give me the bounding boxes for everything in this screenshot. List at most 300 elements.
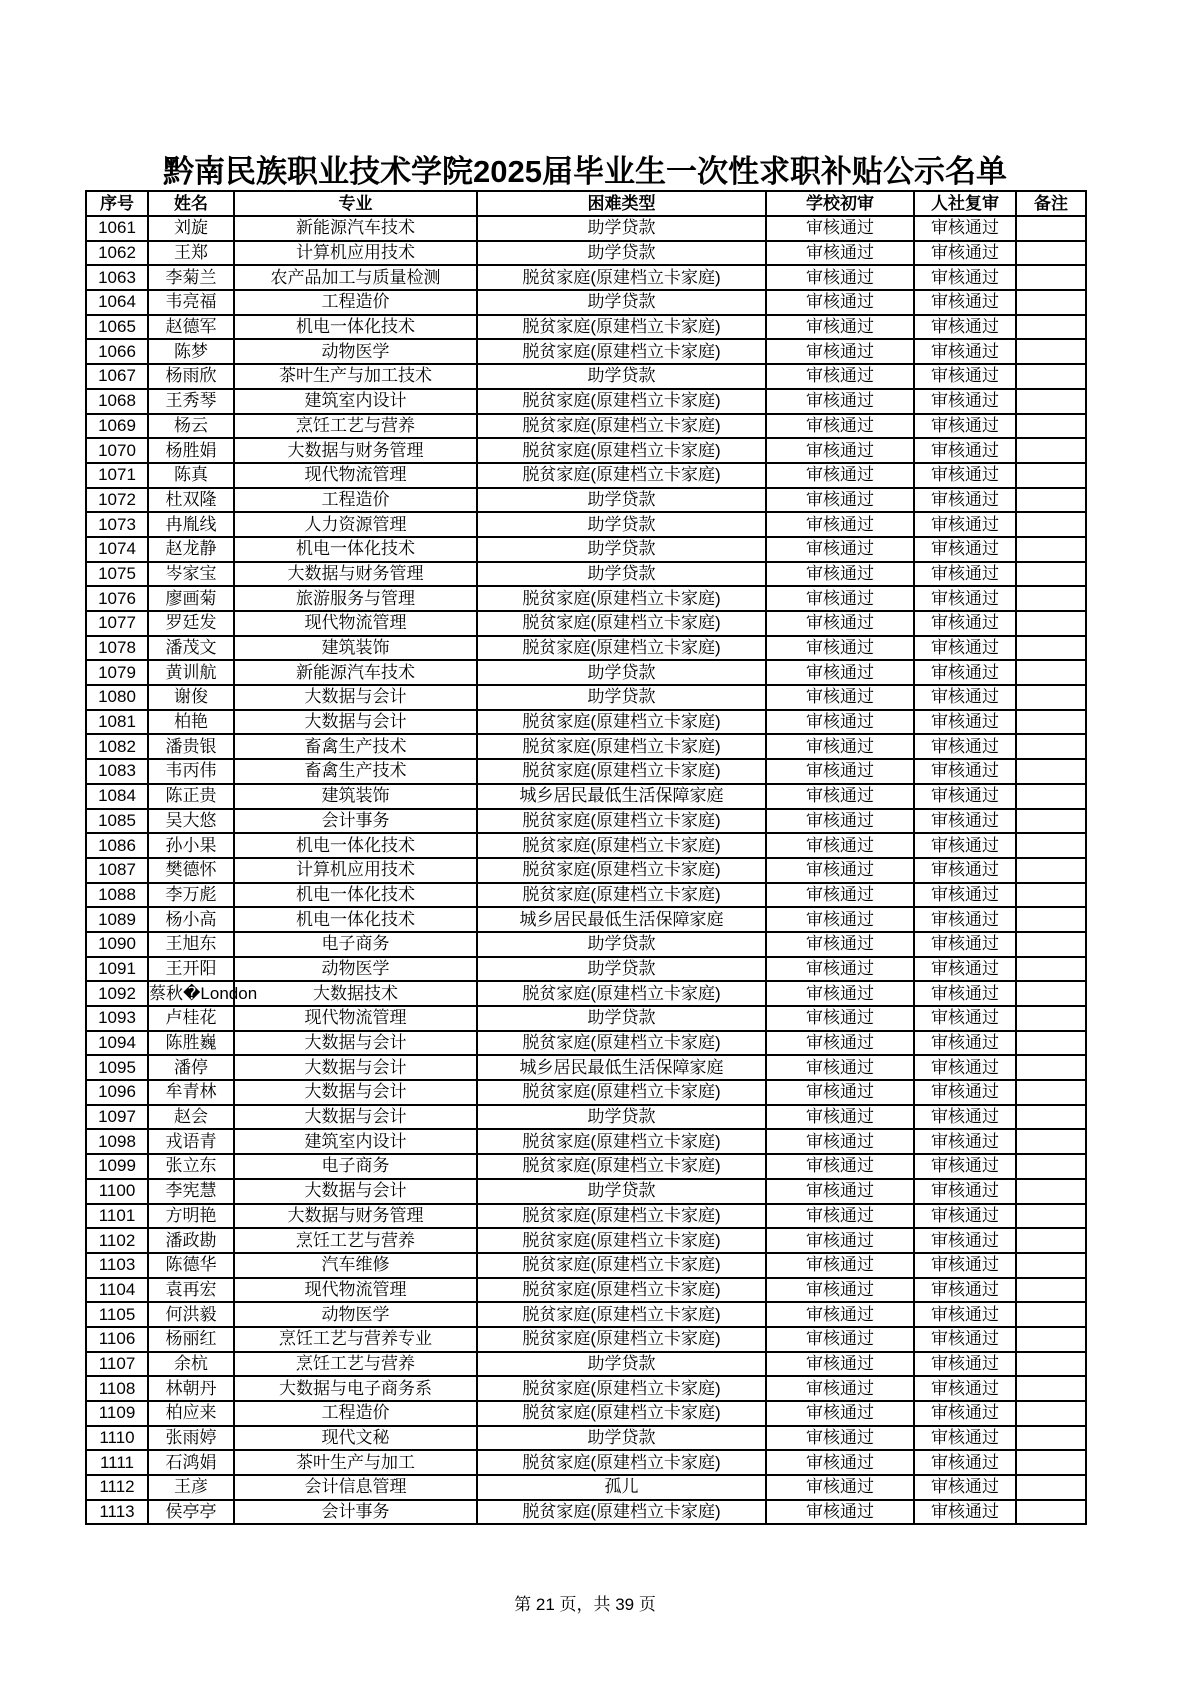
cell-major: 大数据与会计: [234, 685, 477, 710]
cell-index: 1062: [86, 241, 148, 266]
cell-major: 动物医学: [234, 339, 477, 364]
cell-school-review: 审核通过: [766, 1055, 914, 1080]
cell-hr-review: 审核通过: [914, 710, 1016, 735]
cell-school-review: 审核通过: [766, 1253, 914, 1278]
cell-school-review: 审核通过: [766, 463, 914, 488]
cell-remarks: [1016, 611, 1086, 636]
cell-major: 动物医学: [234, 957, 477, 982]
cell-major: 新能源汽车技术: [234, 216, 477, 241]
cell-school-review: 审核通过: [766, 1204, 914, 1229]
cell-major: 计算机应用技术: [234, 241, 477, 266]
cell-index: 1082: [86, 734, 148, 759]
cell-name: 李宪慧: [148, 1179, 234, 1204]
table-row: [86, 586, 1086, 611]
cell-school-review: 审核通过: [766, 1179, 914, 1204]
cell-major: 大数据与会计: [234, 1105, 477, 1130]
cell-index: 1108: [86, 1376, 148, 1401]
cell-index: 1110: [86, 1426, 148, 1451]
cell-school-review: 审核通过: [766, 586, 914, 611]
cell-name: 谢俊: [148, 685, 234, 710]
table-row: [86, 537, 1086, 562]
cell-name: 王旭东: [148, 932, 234, 957]
cell-name: 吴大悠: [148, 809, 234, 834]
cell-name: 杨云: [148, 414, 234, 439]
cell-major: 计算机应用技术: [234, 858, 477, 883]
cell-remarks: [1016, 389, 1086, 414]
table-row: [86, 1376, 1086, 1401]
cell-school-review: 审核通过: [766, 636, 914, 661]
cell-remarks: [1016, 339, 1086, 364]
cell-name: 杨丽红: [148, 1327, 234, 1352]
cell-school-review: 审核通过: [766, 389, 914, 414]
cell-index: 1102: [86, 1228, 148, 1253]
cell-major: 现代物流管理: [234, 463, 477, 488]
cell-hr-review: 审核通过: [914, 932, 1016, 957]
cell-hardship-type: 脱贫家庭(原建档立卡家庭): [477, 389, 766, 414]
cell-remarks: [1016, 660, 1086, 685]
table-row: [86, 1154, 1086, 1179]
cell-remarks: [1016, 784, 1086, 809]
document-title: 黔南民族职业技术学院2025届毕业生一次性求职补贴公示名单: [163, 154, 1007, 189]
cell-remarks: [1016, 463, 1086, 488]
cell-remarks: [1016, 957, 1086, 982]
cell-major: 建筑装饰: [234, 636, 477, 661]
cell-school-review: 审核通过: [766, 1031, 914, 1056]
cell-index: 1089: [86, 907, 148, 932]
table-row: [86, 1450, 1086, 1475]
table-row: [86, 784, 1086, 809]
cell-remarks: [1016, 1129, 1086, 1154]
table-row: [86, 981, 1086, 1006]
cell-school-review: 审核通过: [766, 883, 914, 908]
cell-major: 机电一体化技术: [234, 537, 477, 562]
cell-hr-review: 审核通过: [914, 512, 1016, 537]
cell-hr-review: 审核通过: [914, 1401, 1016, 1426]
cell-school-review: 审核通过: [766, 364, 914, 389]
cell-school-review: 审核通过: [766, 241, 914, 266]
cell-remarks: [1016, 710, 1086, 735]
cell-school-review: 审核通过: [766, 1475, 914, 1500]
table-row: [86, 265, 1086, 290]
cell-school-review: 审核通过: [766, 833, 914, 858]
cell-hr-review: 审核通过: [914, 1376, 1016, 1401]
cell-index: 1111: [86, 1450, 148, 1475]
cell-remarks: [1016, 1426, 1086, 1451]
cell-hardship-type: 脱贫家庭(原建档立卡家庭): [477, 734, 766, 759]
cell-index: 1105: [86, 1302, 148, 1327]
cell-school-review: 审核通过: [766, 512, 914, 537]
cell-hr-review: 审核通过: [914, 1055, 1016, 1080]
cell-major: 人力资源管理: [234, 512, 477, 537]
cell-school-review: 审核通过: [766, 414, 914, 439]
table-row: [86, 1253, 1086, 1278]
cell-index: 1073: [86, 512, 148, 537]
cell-hr-review: 审核通过: [914, 1031, 1016, 1056]
table-row: [86, 1055, 1086, 1080]
cell-major: 茶叶生产与加工: [234, 1450, 477, 1475]
cell-name: 张立东: [148, 1154, 234, 1179]
cell-hr-review: 审核通过: [914, 1278, 1016, 1303]
table-row: [86, 611, 1086, 636]
table-row: [86, 636, 1086, 661]
cell-remarks: [1016, 488, 1086, 513]
cell-hr-review: 审核通过: [914, 660, 1016, 685]
cell-school-review: 审核通过: [766, 858, 914, 883]
table-row: [86, 438, 1086, 463]
cell-index: 1098: [86, 1129, 148, 1154]
cell-hardship-type: 助学贷款: [477, 685, 766, 710]
cell-remarks: [1016, 512, 1086, 537]
cell-school-review: 审核通过: [766, 809, 914, 834]
cell-hardship-type: 助学贷款: [477, 364, 766, 389]
cell-school-review: 审核通过: [766, 1129, 914, 1154]
cell-major: 建筑室内设计: [234, 389, 477, 414]
cell-name: 陈真: [148, 463, 234, 488]
cell-name: 陈德华: [148, 1253, 234, 1278]
cell-major: 畜禽生产技术: [234, 734, 477, 759]
cell-major: 工程造价: [234, 488, 477, 513]
cell-hr-review: 审核通过: [914, 1475, 1016, 1500]
header-hardship-type: 困难类型: [477, 191, 766, 216]
table-row: [86, 710, 1086, 735]
cell-hardship-type: 助学贷款: [477, 660, 766, 685]
cell-index: 1113: [86, 1500, 148, 1525]
cell-remarks: [1016, 414, 1086, 439]
cell-name: 潘停: [148, 1055, 234, 1080]
cell-name: 柏艳: [148, 710, 234, 735]
cell-index: 1103: [86, 1253, 148, 1278]
table-row: [86, 1426, 1086, 1451]
cell-hr-review: 审核通过: [914, 1105, 1016, 1130]
table-row: [86, 1500, 1086, 1525]
cell-index: 1100: [86, 1179, 148, 1204]
cell-major: 机电一体化技术: [234, 883, 477, 908]
cell-name: 林朝丹: [148, 1376, 234, 1401]
cell-index: 1081: [86, 710, 148, 735]
cell-major: 会计信息管理: [234, 1475, 477, 1500]
cell-index: 1095: [86, 1055, 148, 1080]
cell-remarks: [1016, 1080, 1086, 1105]
cell-hardship-type: 助学贷款: [477, 562, 766, 587]
cell-remarks: [1016, 537, 1086, 562]
cell-remarks: [1016, 1376, 1086, 1401]
table-row: [86, 512, 1086, 537]
cell-hardship-type: 助学贷款: [477, 1105, 766, 1130]
table-row: [86, 414, 1086, 439]
cell-hardship-type: 助学贷款: [477, 216, 766, 241]
cell-hardship-type: 助学贷款: [477, 1426, 766, 1451]
cell-school-review: 审核通过: [766, 1302, 914, 1327]
cell-hardship-type: 脱贫家庭(原建档立卡家庭): [477, 710, 766, 735]
cell-index: 1067: [86, 364, 148, 389]
cell-name: 方明艳: [148, 1204, 234, 1229]
cell-remarks: [1016, 1253, 1086, 1278]
cell-hr-review: 审核通过: [914, 1080, 1016, 1105]
cell-major: 大数据与财务管理: [234, 438, 477, 463]
cell-remarks: [1016, 1500, 1086, 1525]
cell-remarks: [1016, 1302, 1086, 1327]
cell-school-review: 审核通过: [766, 1450, 914, 1475]
subsidy-list-table: [85, 190, 1087, 1525]
cell-index: 1104: [86, 1278, 148, 1303]
cell-name: 杨胜娟: [148, 438, 234, 463]
cell-name: 樊德怀: [148, 858, 234, 883]
cell-major: 建筑装饰: [234, 784, 477, 809]
table-row: [86, 932, 1086, 957]
cell-name: 杨雨欣: [148, 364, 234, 389]
table-row: [86, 290, 1086, 315]
cell-remarks: [1016, 216, 1086, 241]
cell-school-review: 审核通过: [766, 759, 914, 784]
table-row: [86, 1401, 1086, 1426]
cell-remarks: [1016, 1475, 1086, 1500]
cell-school-review: 审核通过: [766, 537, 914, 562]
cell-school-review: 审核通过: [766, 1352, 914, 1377]
table-row: [86, 1006, 1086, 1031]
cell-index: 1091: [86, 957, 148, 982]
cell-hr-review: 审核通过: [914, 1302, 1016, 1327]
cell-school-review: 审核通过: [766, 1105, 914, 1130]
cell-index: 1085: [86, 809, 148, 834]
table-row: [86, 809, 1086, 834]
cell-hr-review: 审核通过: [914, 562, 1016, 587]
cell-hr-review: 审核通过: [914, 1450, 1016, 1475]
cell-name: 黄训航: [148, 660, 234, 685]
cell-name: 赵会: [148, 1105, 234, 1130]
cell-school-review: 审核通过: [766, 1401, 914, 1426]
cell-index: 1096: [86, 1080, 148, 1105]
cell-hardship-type: 助学贷款: [477, 241, 766, 266]
cell-name: 潘贵银: [148, 734, 234, 759]
cell-major: 大数据与财务管理: [234, 1204, 477, 1229]
cell-index: 1071: [86, 463, 148, 488]
table-row: [86, 1031, 1086, 1056]
cell-major: 现代物流管理: [234, 1278, 477, 1303]
cell-major: 大数据与会计: [234, 1031, 477, 1056]
cell-hr-review: 审核通过: [914, 981, 1016, 1006]
cell-hr-review: 审核通过: [914, 1129, 1016, 1154]
cell-school-review: 审核通过: [766, 1080, 914, 1105]
header-index: 序号: [86, 191, 148, 216]
cell-name: 蔡秋�London: [148, 981, 234, 1006]
cell-hardship-type: 脱贫家庭(原建档立卡家庭): [477, 1031, 766, 1056]
cell-hardship-type: 脱贫家庭(原建档立卡家庭): [477, 883, 766, 908]
cell-hardship-type: 脱贫家庭(原建档立卡家庭): [477, 1327, 766, 1352]
cell-school-review: 审核通过: [766, 660, 914, 685]
cell-index: 1112: [86, 1475, 148, 1500]
table-row: [86, 1302, 1086, 1327]
cell-remarks: [1016, 981, 1086, 1006]
table-row: [86, 858, 1086, 883]
cell-remarks: [1016, 809, 1086, 834]
cell-index: 1069: [86, 414, 148, 439]
cell-school-review: 审核通过: [766, 1376, 914, 1401]
table-row: [86, 833, 1086, 858]
cell-hr-review: 审核通过: [914, 858, 1016, 883]
cell-hardship-type: 孤儿: [477, 1475, 766, 1500]
cell-major: 会计事务: [234, 809, 477, 834]
cell-index: 1087: [86, 858, 148, 883]
cell-hardship-type: 脱贫家庭(原建档立卡家庭): [477, 414, 766, 439]
cell-remarks: [1016, 759, 1086, 784]
cell-major: 烹饪工艺与营养: [234, 1352, 477, 1377]
table-row: [86, 660, 1086, 685]
cell-remarks: [1016, 1055, 1086, 1080]
cell-name: 王彦: [148, 1475, 234, 1500]
cell-hr-review: 审核通过: [914, 241, 1016, 266]
cell-name: 李万彪: [148, 883, 234, 908]
cell-major: 机电一体化技术: [234, 907, 477, 932]
cell-hardship-type: 脱贫家庭(原建档立卡家庭): [477, 1080, 766, 1105]
cell-school-review: 审核通过: [766, 1327, 914, 1352]
cell-hr-review: 审核通过: [914, 1426, 1016, 1451]
cell-name: 廖画菊: [148, 586, 234, 611]
cell-hardship-type: 脱贫家庭(原建档立卡家庭): [477, 858, 766, 883]
cell-hardship-type: 脱贫家庭(原建档立卡家庭): [477, 1278, 766, 1303]
cell-major: 新能源汽车技术: [234, 660, 477, 685]
cell-major: 大数据与会计: [234, 1179, 477, 1204]
cell-name: 罗廷发: [148, 611, 234, 636]
cell-remarks: [1016, 1154, 1086, 1179]
cell-remarks: [1016, 1204, 1086, 1229]
cell-school-review: 审核通过: [766, 784, 914, 809]
cell-index: 1080: [86, 685, 148, 710]
cell-name: 韦丙伟: [148, 759, 234, 784]
cell-name: 余杭: [148, 1352, 234, 1377]
cell-hardship-type: 助学贷款: [477, 488, 766, 513]
table-row: [86, 759, 1086, 784]
cell-hardship-type: 助学贷款: [477, 957, 766, 982]
cell-major: 现代物流管理: [234, 611, 477, 636]
cell-major: 茶叶生产与加工技术: [234, 364, 477, 389]
cell-name: 杨小高: [148, 907, 234, 932]
cell-remarks: [1016, 1105, 1086, 1130]
table-row: [86, 339, 1086, 364]
cell-name: 陈正贵: [148, 784, 234, 809]
cell-remarks: [1016, 315, 1086, 340]
cell-name: 柏应来: [148, 1401, 234, 1426]
table-row: [86, 957, 1086, 982]
cell-index: 1090: [86, 932, 148, 957]
cell-remarks: [1016, 586, 1086, 611]
cell-remarks: [1016, 1006, 1086, 1031]
cell-major: 大数据技术: [234, 981, 477, 1006]
cell-remarks: [1016, 883, 1086, 908]
cell-hr-review: 审核通过: [914, 586, 1016, 611]
cell-major: 工程造价: [234, 1401, 477, 1426]
cell-hr-review: 审核通过: [914, 734, 1016, 759]
cell-hr-review: 审核通过: [914, 883, 1016, 908]
cell-remarks: [1016, 1401, 1086, 1426]
table-row: [86, 315, 1086, 340]
cell-hr-review: 审核通过: [914, 1327, 1016, 1352]
cell-school-review: 审核通过: [766, 1426, 914, 1451]
cell-school-review: 审核通过: [766, 265, 914, 290]
cell-index: 1065: [86, 315, 148, 340]
cell-major: 现代文秘: [234, 1426, 477, 1451]
cell-remarks: [1016, 1352, 1086, 1377]
cell-major: 旅游服务与管理: [234, 586, 477, 611]
cell-name: 李菊兰: [148, 265, 234, 290]
cell-hardship-type: 助学贷款: [477, 1179, 766, 1204]
cell-hr-review: 审核通过: [914, 339, 1016, 364]
table-row: [86, 1278, 1086, 1303]
cell-school-review: 审核通过: [766, 339, 914, 364]
cell-remarks: [1016, 932, 1086, 957]
cell-index: 1093: [86, 1006, 148, 1031]
header-major: 专业: [234, 191, 477, 216]
table-row: [86, 1228, 1086, 1253]
cell-index: 1064: [86, 290, 148, 315]
cell-remarks: [1016, 734, 1086, 759]
table-row: [86, 389, 1086, 414]
table-row: [86, 1179, 1086, 1204]
cell-index: 1083: [86, 759, 148, 784]
cell-index: 1076: [86, 586, 148, 611]
cell-remarks: [1016, 1278, 1086, 1303]
cell-index: 1070: [86, 438, 148, 463]
cell-name: 赵德军: [148, 315, 234, 340]
table-row: [86, 1327, 1086, 1352]
cell-major: 大数据与会计: [234, 1055, 477, 1080]
cell-major: 电子商务: [234, 1154, 477, 1179]
cell-hardship-type: 助学贷款: [477, 290, 766, 315]
cell-name: 王郑: [148, 241, 234, 266]
cell-remarks: [1016, 1450, 1086, 1475]
cell-hr-review: 审核通过: [914, 463, 1016, 488]
cell-hr-review: 审核通过: [914, 1352, 1016, 1377]
cell-hr-review: 审核通过: [914, 759, 1016, 784]
cell-school-review: 审核通过: [766, 315, 914, 340]
cell-remarks: [1016, 907, 1086, 932]
cell-hr-review: 审核通过: [914, 907, 1016, 932]
cell-hr-review: 审核通过: [914, 611, 1016, 636]
table-row: [86, 1105, 1086, 1130]
cell-school-review: 审核通过: [766, 685, 914, 710]
cell-hardship-type: 脱贫家庭(原建档立卡家庭): [477, 1302, 766, 1327]
cell-major: 大数据与财务管理: [234, 562, 477, 587]
cell-hr-review: 审核通过: [914, 389, 1016, 414]
cell-hardship-type: 助学贷款: [477, 512, 766, 537]
cell-hr-review: 审核通过: [914, 1179, 1016, 1204]
cell-name: 戎语青: [148, 1129, 234, 1154]
cell-hr-review: 审核通过: [914, 315, 1016, 340]
cell-hardship-type: 助学贷款: [477, 1352, 766, 1377]
cell-remarks: [1016, 1179, 1086, 1204]
cell-hardship-type: 脱贫家庭(原建档立卡家庭): [477, 1401, 766, 1426]
cell-name: 潘政勘: [148, 1228, 234, 1253]
cell-index: 1079: [86, 660, 148, 685]
cell-hardship-type: 助学贷款: [477, 1006, 766, 1031]
table-row: [86, 562, 1086, 587]
cell-remarks: [1016, 290, 1086, 315]
cell-major: 大数据与电子商务系: [234, 1376, 477, 1401]
cell-hr-review: 审核通过: [914, 957, 1016, 982]
cell-index: 1077: [86, 611, 148, 636]
cell-name: 袁再宏: [148, 1278, 234, 1303]
cell-index: 1101: [86, 1204, 148, 1229]
cell-hr-review: 审核通过: [914, 1204, 1016, 1229]
cell-hardship-type: 脱贫家庭(原建档立卡家庭): [477, 438, 766, 463]
header-remarks: 备注: [1016, 191, 1086, 216]
cell-name: 潘茂文: [148, 636, 234, 661]
cell-remarks: [1016, 364, 1086, 389]
cell-school-review: 审核通过: [766, 1500, 914, 1525]
cell-major: 会计事务: [234, 1500, 477, 1525]
cell-index: 1068: [86, 389, 148, 414]
cell-name: 卢桂花: [148, 1006, 234, 1031]
cell-major: 汽车维修: [234, 1253, 477, 1278]
